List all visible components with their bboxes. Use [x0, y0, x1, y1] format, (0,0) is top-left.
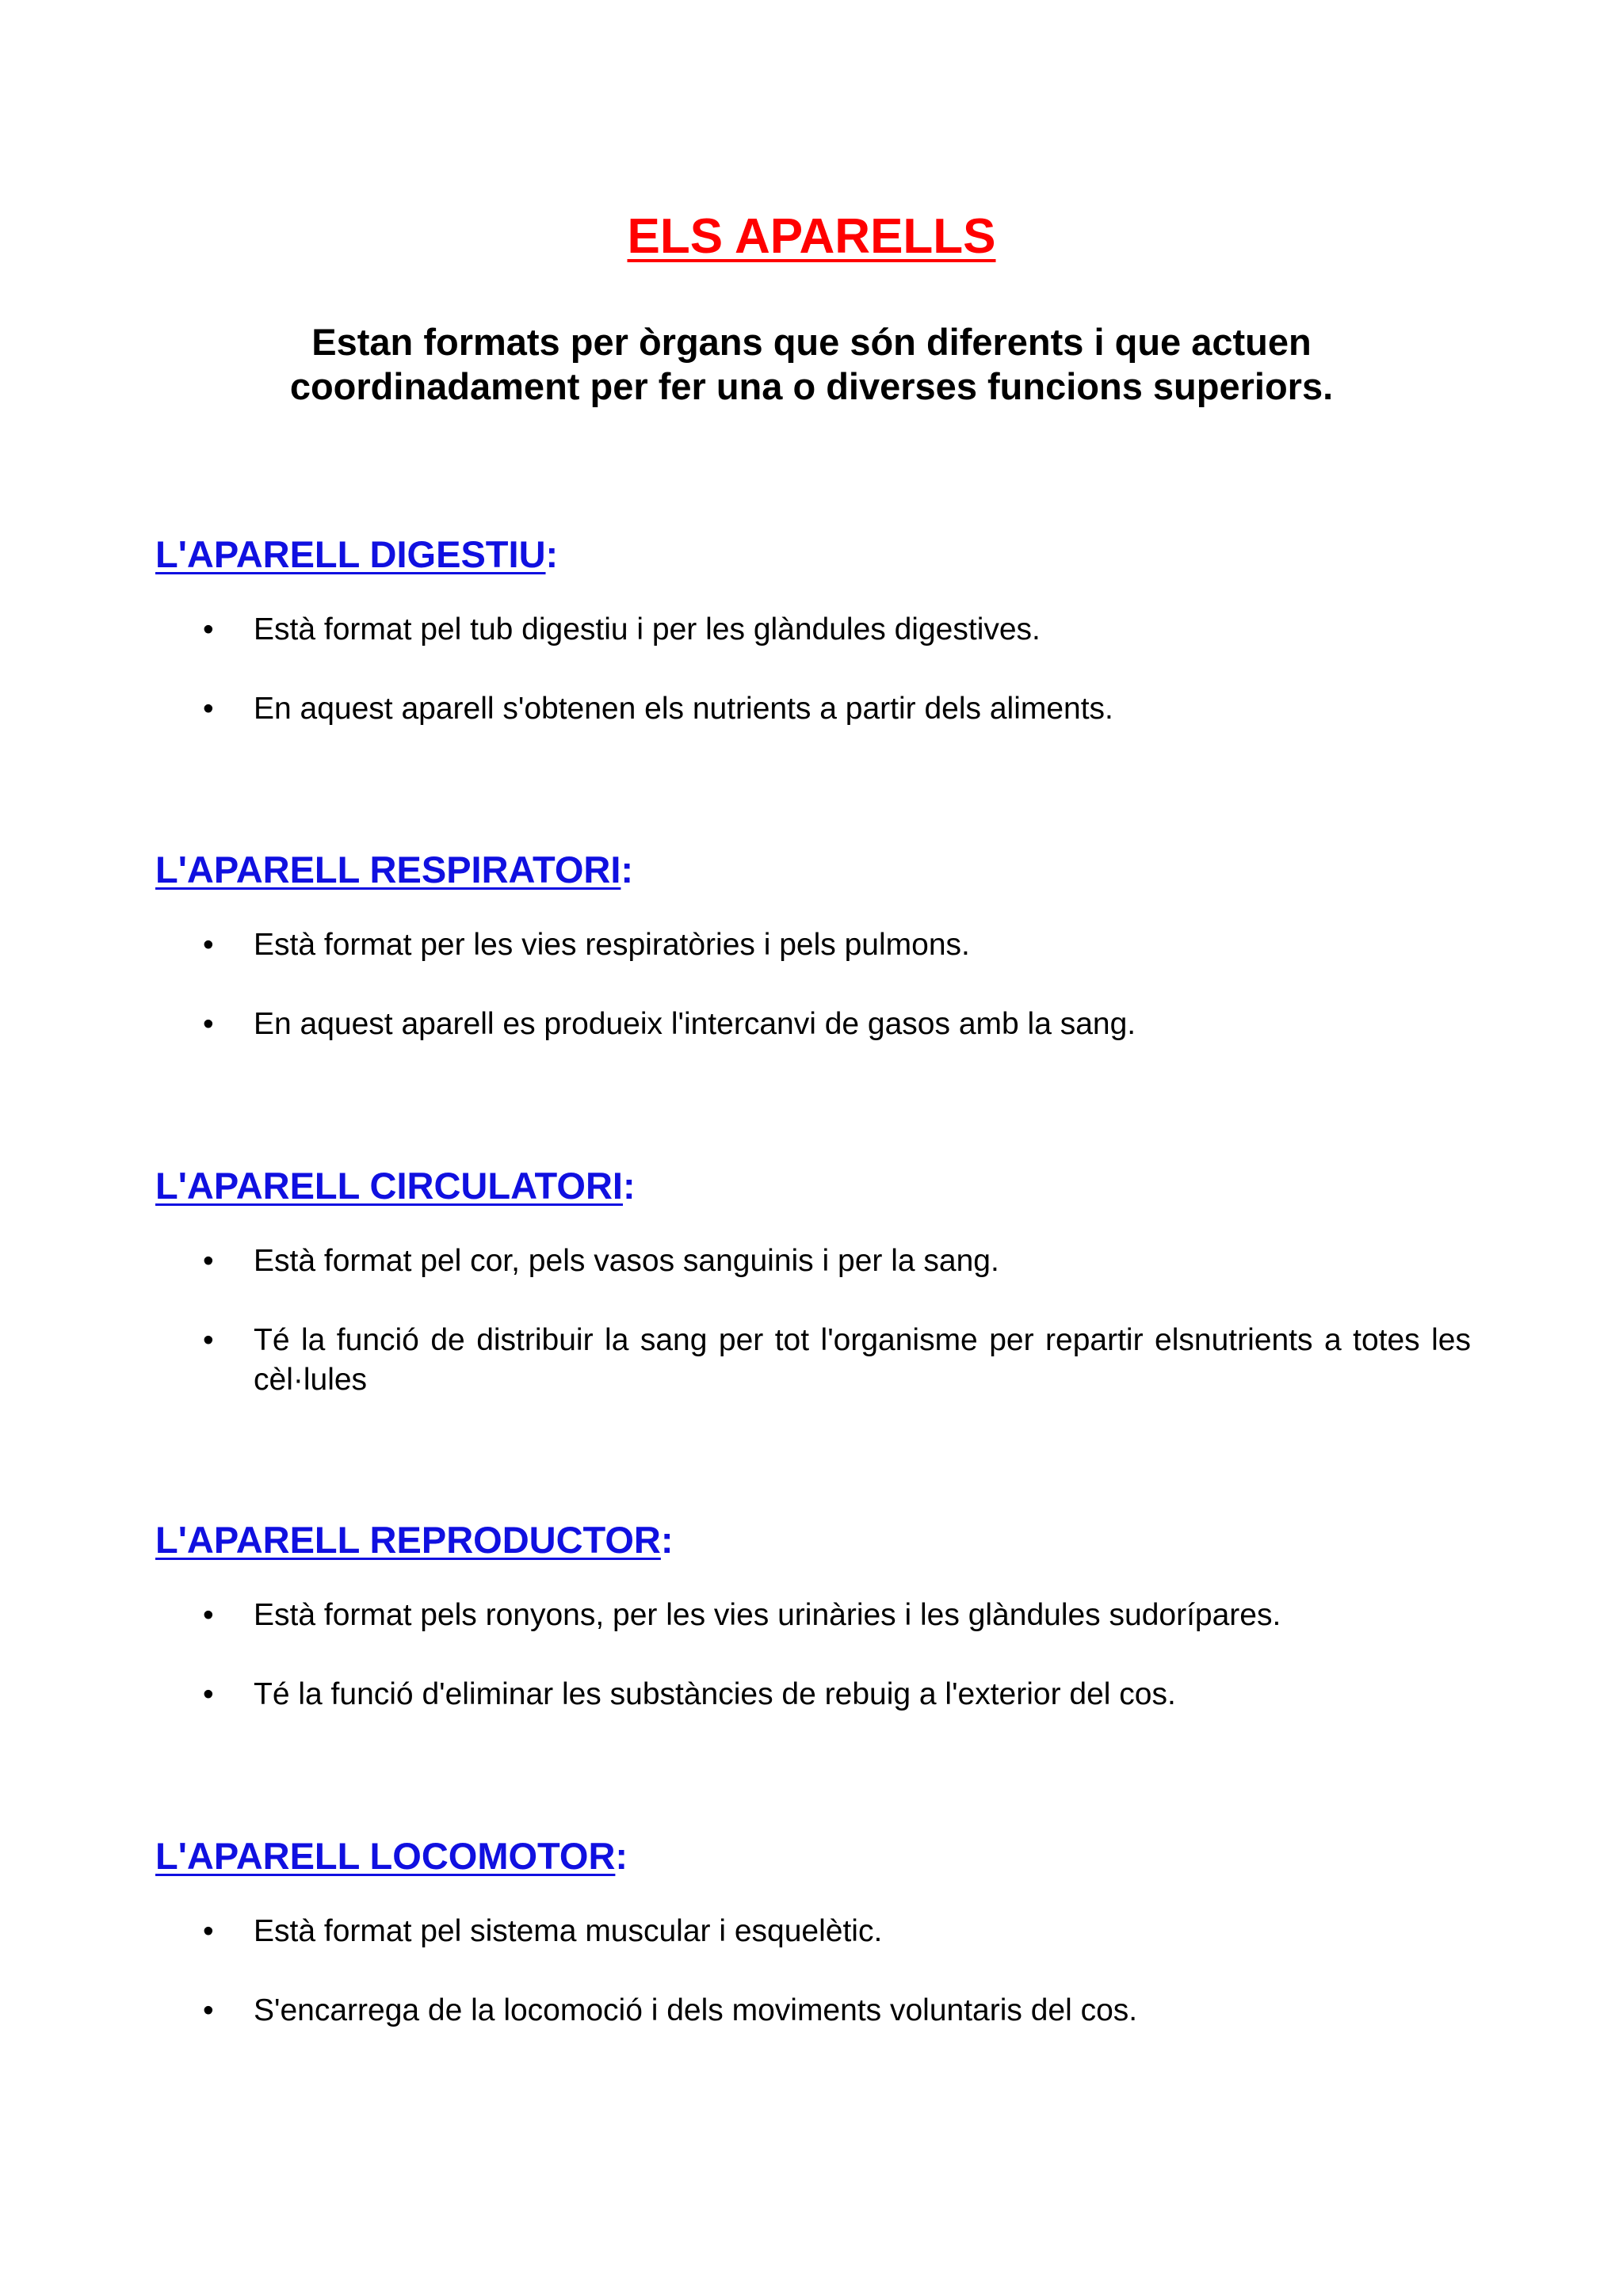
list-item	[155, 1912, 1471, 1951]
bullet-list	[155, 610, 1471, 729]
list-item-text: En aquest aparell es produeix l'intercanvi de gasos amb la sang.	[254, 1007, 1136, 1041]
list-item	[155, 1596, 1471, 1635]
section-heading	[155, 1516, 1471, 1564]
heading-suffix: :	[621, 849, 634, 891]
section-heading	[155, 846, 1471, 894]
list-item	[155, 1241, 1471, 1281]
section-heading	[155, 1833, 1471, 1880]
list-item-text: S'encarrega de la locomoció i dels moviments voluntaris del cos.	[254, 1993, 1138, 2027]
section-locomotor	[155, 1833, 1471, 2031]
section-heading-link[interactable]: L'APARELL REPRODUCTOR	[155, 1519, 661, 1561]
list-item-text: Té la funció d'eliminar les substàncies de rebuig a l'exterior del cos.	[254, 1677, 1176, 1711]
section-reproductor	[155, 1516, 1471, 1714]
bullet-icon: •	[203, 1914, 214, 1948]
list-item	[155, 610, 1471, 650]
list-item-text: Té la funció de distribuir la sang per tot l'organisme per repartir elsnutrients a totes les cèl·lules	[254, 1323, 1471, 1397]
list-item	[155, 1321, 1471, 1400]
intro-paragraph: Estan formats per òrgans que són diferents i que actuen coordinadament per fer una o diverses funcions superiors.	[289, 321, 1334, 407]
bullet-list	[155, 925, 1471, 1044]
list-item-text: Està format pel sistema muscular i esquelètic.	[254, 1914, 883, 1948]
bullet-icon: •	[203, 612, 214, 646]
bullet-list	[155, 1241, 1471, 1400]
list-item-text: Està format pels ronyons, per les vies urinàries i les glàndules sudorípares.	[254, 1598, 1281, 1632]
section-heading	[155, 1162, 1471, 1210]
list-item-text: En aquest aparell s'obtenen els nutrients a partir dels aliments.	[254, 692, 1113, 726]
section-circulatori	[155, 1162, 1471, 1400]
section-heading-link[interactable]: L'APARELL RESPIRATORI	[155, 849, 621, 891]
page-title: ELS APARELLS	[627, 209, 996, 264]
section-heading	[155, 531, 1471, 578]
bullet-icon: •	[203, 1993, 214, 2027]
heading-suffix: :	[622, 1165, 636, 1207]
section-heading-link[interactable]: L'APARELL LOCOMOTOR	[155, 1835, 616, 1877]
section-heading-link[interactable]: L'APARELL DIGESTIU	[155, 533, 546, 575]
list-item	[155, 925, 1471, 965]
list-item	[155, 1005, 1471, 1044]
section-heading-link[interactable]: L'APARELL CIRCULATORI	[155, 1165, 623, 1207]
list-item-text: Està format per les vies respiratòries i pels pulmons.	[254, 928, 970, 962]
list-item	[155, 689, 1471, 729]
bullet-icon: •	[203, 1007, 214, 1041]
list-item	[155, 1991, 1471, 2031]
bullet-icon: •	[203, 692, 214, 726]
bullet-icon: •	[203, 1598, 214, 1632]
bullet-list	[155, 1912, 1471, 2031]
bullet-icon: •	[203, 928, 214, 962]
heading-suffix: :	[545, 533, 559, 575]
bullet-icon: •	[203, 1677, 214, 1711]
bullet-list	[155, 1596, 1471, 1714]
list-item-text: Està format pel tub digestiu i per les glàndules digestives.	[254, 612, 1041, 646]
bullet-icon: •	[203, 1323, 214, 1357]
bullet-icon: •	[203, 1244, 214, 1278]
heading-suffix: :	[615, 1835, 628, 1877]
list-item-text: Està format pel cor, pels vasos sanguinis i per la sang.	[254, 1244, 999, 1278]
section-respiratori	[155, 846, 1471, 1044]
heading-suffix: :	[660, 1519, 674, 1561]
section-digestiu	[155, 531, 1471, 729]
list-item	[155, 1675, 1471, 1714]
